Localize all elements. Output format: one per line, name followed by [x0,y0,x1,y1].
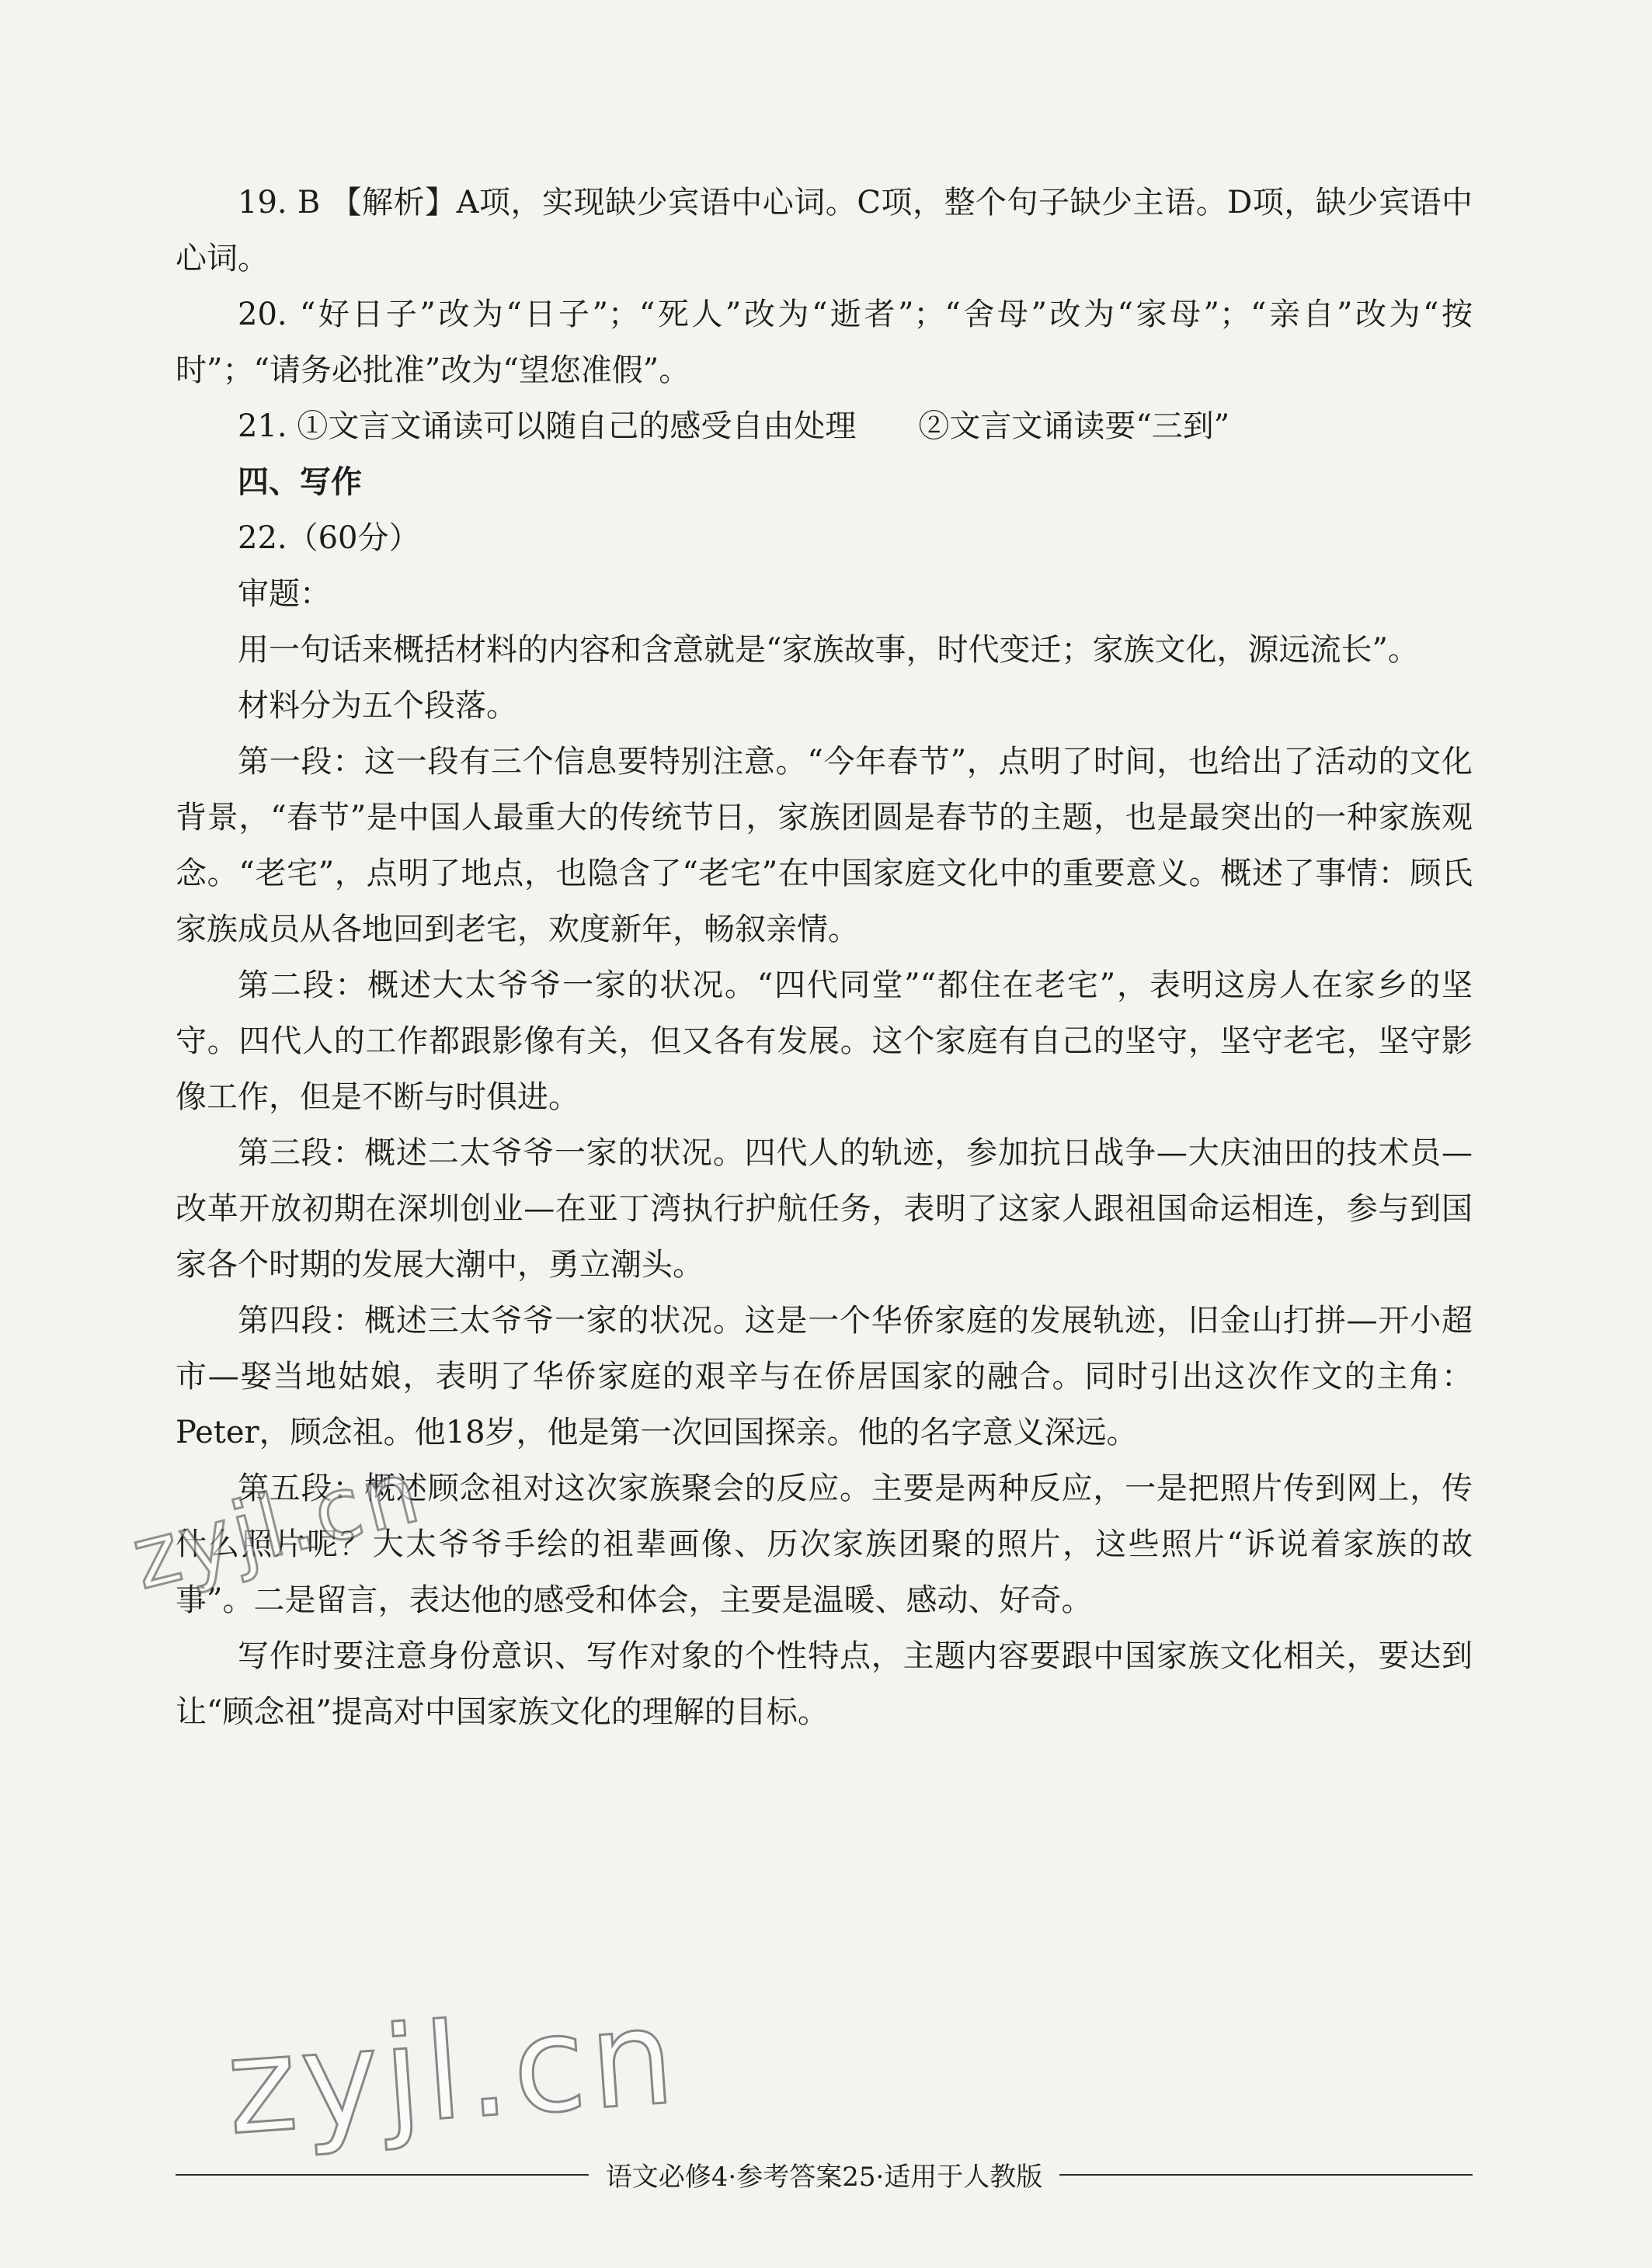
structure-note: 材料分为五个段落。 [238,688,517,724]
footer-rule-left [176,2174,589,2176]
analysis-paragraph-2: 第二段：概述大太爷爷一家的状况。“四代同堂”“都住在老宅”，表明这房人在家乡的坚守。四代人的工作都跟影像有关，但又各有发展。这个家庭有自己的坚守，坚守老宅，坚守影像工作，但是不断与时俱进。 [176,967,1473,1115]
analysis-paragraph-1: 第一段：这一段有三个信息要特别注意。“今年春节”，点明了时间，也给出了活动的文化背景，“春节”是中国人最重大的传统节日，家族团圆是春节的主题，也是最突出的一种家族观念。“老宅”，点明了地点，也隐含了“老宅”在中国家庭文化中的重要意义。概述了事情：顾氏家族成员从各地回到老宅，欢度新年，畅叙亲情。 [176,744,1473,947]
answer-20: 20. “好日子”改为“日子”；“死人”改为“逝者”；“舍母”改为“家母”；“亲自”改为“按时”；“请务必批准”改为“望您准假”。 [176,297,1473,388]
answer-21: 21. ①文言文诵读可以随自己的感受自由处理 ②文言文诵读要“三到” [238,408,1230,444]
page-footer [176,2155,1473,2193]
analysis-paragraph-4: 第四段：概述三太爷爷一家的状况。这是一个华侨家庭的发展轨迹，旧金山打拼—开小超市—娶当地姑娘，表明了华侨家庭的艰辛与在侨居国家的融合。同时引出这次作文的主角：Peter，顾念祖。他18岁，他是第一次回国探亲。他的名字意义深远。 [176,1303,1473,1450]
footer-text: 语文必修4·参考答案25·适用于人教版 [605,2162,1043,2193]
watermark-large: zyjl.cn [221,1979,683,2166]
writing-advice: 写作时要注意身份意识、写作对象的个性特点，主题内容要跟中国家族文化相关，要达到让“顾念祖”提高对中国家族文化的理解的目标。 [176,1638,1473,1730]
analysis-paragraph-3: 第三段：概述二太爷爷一家的状况。四代人的轨迹，参加抗日战争—大庆油田的技术员—改革开放初期在深圳创业—在亚丁湾执行护航任务，表明了这家人跟祖国命运相连，参与到国家各个时期的发展大潮中，勇立潮头。 [176,1135,1473,1283]
footer-rule-right [1059,2174,1473,2176]
analysis-paragraph-5: 第五段：概述顾念祖对这次家族聚会的反应。主要是两种反应，一是把照片传到网上，传什么照片呢？大太爷爷手绘的祖辈画像、历次家族团聚的照片，这些照片“诉说着家族的故事”。二是留言，表达他的感受和体会，主要是温暖、感动、好奇。 [176,1471,1473,1618]
review-label: 审题： [238,576,331,612]
section-heading-writing: 四、写作 [238,464,362,500]
watermark-small: zyjl.cn [123,1441,432,1609]
answer-22-score: 22.（60分） [238,520,420,556]
summary-paragraph: 用一句话来概括材料的内容和含意就是“家族故事，时代变迁；家族文化，源远流长”。 [238,632,1419,668]
answer-19: 19. B 【解析】A项，实现缺少宾语中心词。C项，整个句子缺少主语。D项，缺少宾语中心词。 [176,185,1473,276]
